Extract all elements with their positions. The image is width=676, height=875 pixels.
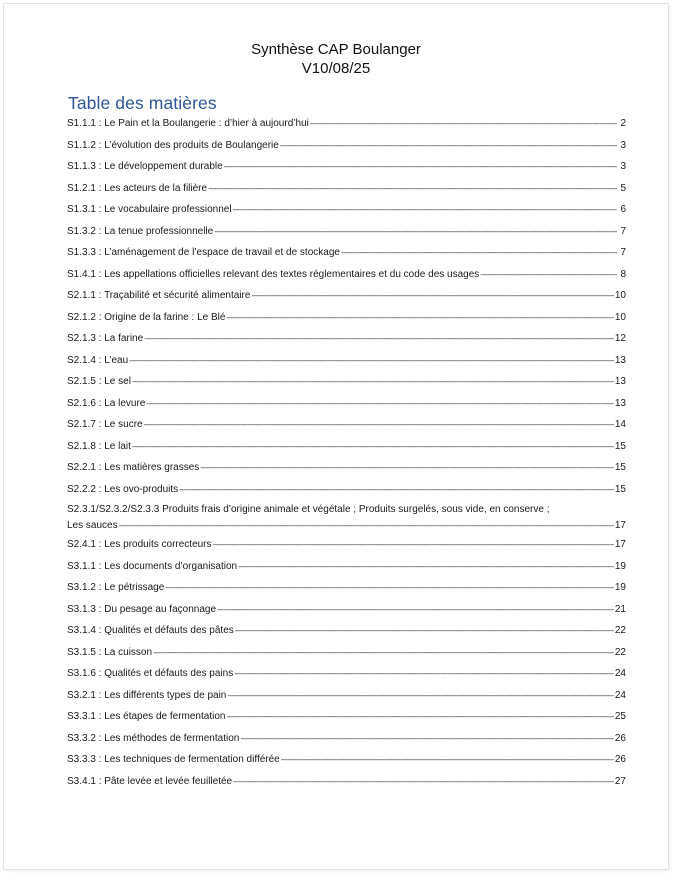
- toc-entry-page: 6: [620, 204, 626, 215]
- toc-entry[interactable]: [67, 178, 626, 200]
- toc-entry-label: S2.1.5 : Le sel: [67, 376, 131, 387]
- toc-entry-page: 12: [614, 333, 626, 344]
- toc-entry-page: 25: [614, 711, 626, 722]
- toc-entry-page: 5: [620, 182, 626, 194]
- toc-leader-dots: [226, 706, 613, 728]
- toc-entry[interactable]: [67, 113, 626, 135]
- toc-leader-dots: [179, 479, 614, 501]
- toc-entry-label: S3.1.3 : Du pesage au façonnage: [67, 603, 217, 615]
- toc-entry-page: 13: [614, 354, 626, 366]
- toc-entry[interactable]: [67, 620, 626, 642]
- toc-entry-label: S2.2.1 : Les matières grasses: [67, 462, 200, 473]
- document-version: V10/08/25: [301, 60, 371, 77]
- toc-entry-label: S1.4.1 : Les appellations officielles relevant des textes réglementaires et du code des usages: [67, 268, 480, 280]
- toc-entry[interactable]: [67, 599, 626, 621]
- toc-entry-label: S3.1.4 : Qualités et défauts des pâtes: [67, 625, 234, 636]
- toc-entry-label: S1.3.3 : L’aménagement de l’espace de travail et de stockage: [67, 247, 340, 258]
- toc-leader-dots: [234, 663, 614, 685]
- toc-entry-label: S1.1.1 : Le Pain et la Boulangerie : d’hier à aujourd’hui: [67, 118, 309, 129]
- toc-entry-page: 8: [620, 268, 626, 280]
- toc-entry-page: 10: [614, 311, 626, 323]
- toc-entry-page: 3: [620, 139, 626, 151]
- toc-leader-dots: [233, 771, 614, 793]
- toc-leader-dots: [132, 436, 614, 458]
- toc-leader-dots: [217, 599, 614, 621]
- toc-entry-page: 24: [614, 689, 626, 701]
- toc-entry-label: S3.2.1 : Les différents types de pain: [67, 689, 227, 701]
- toc-entry-label: S3.3.2 : Les méthodes de fermentation: [67, 732, 240, 744]
- toc-entry-page: 15: [614, 462, 626, 473]
- document-title-line-1: Synthèse CAP Boulanger: [251, 41, 421, 58]
- toc-entry-label: S1.3.2 : La tenue professionnelle: [67, 225, 214, 237]
- toc-entry-page: 26: [614, 754, 626, 765]
- toc-leader-dots: [238, 556, 614, 578]
- toc-entry[interactable]: [67, 500, 626, 534]
- toc-leader-dots: [165, 577, 614, 599]
- toc-entry[interactable]: [67, 577, 626, 599]
- toc-leader-dots: [281, 749, 614, 771]
- toc-entry[interactable]: [67, 242, 626, 264]
- toc-entry-page: 19: [614, 582, 626, 593]
- toc-leader-dots: [213, 534, 614, 556]
- toc-entry[interactable]: [67, 642, 626, 664]
- toc-entry-label: S3.1.2 : Le pétrissage: [67, 582, 165, 593]
- toc-entry-page: 14: [614, 419, 626, 430]
- toc-entry[interactable]: [67, 199, 626, 221]
- toc-leader-dots: [226, 307, 613, 329]
- toc-entry-page: 7: [620, 225, 626, 237]
- toc-heading: Table des matières: [68, 93, 217, 113]
- toc-entry-label: S1.2.1 : Les acteurs de la filière: [67, 182, 208, 194]
- toc-entry-label: S3.1.6 : Qualités et défauts des pains: [67, 668, 234, 679]
- toc-entry-label: S2.1.7 : Le sucre: [67, 419, 143, 430]
- toc-entry-page: 7: [620, 247, 626, 258]
- toc-leader-dots: [233, 199, 617, 221]
- toc-entry-label: S2.3.1/S2.3.2/S2.3.3 Produits frais d’origine animale et végétale ; Produits surgelés, sous vide, en conserve ;: [67, 504, 550, 515]
- toc-leader-dots: [280, 135, 617, 157]
- toc-entry-page: 26: [614, 732, 626, 744]
- toc-entry-label: S3.3.3 : Les techniques de fermentation différée: [67, 754, 280, 765]
- toc-entry[interactable]: [67, 728, 626, 750]
- toc-leader-dots: [129, 350, 614, 372]
- toc-entry-label: S3.3.1 : Les étapes de fermentation: [67, 711, 226, 722]
- toc-leader-dots: [251, 285, 613, 307]
- toc-entry-label: S2.1.2 : Origine de la farine : Le Blé: [67, 311, 226, 323]
- toc-entry[interactable]: [67, 264, 626, 286]
- toc-entry-page: 24: [614, 668, 626, 679]
- toc-entry-label: S2.2.2 : Les ovo-produits: [67, 483, 179, 495]
- toc-entry[interactable]: [67, 135, 626, 157]
- toc-entry-page: 10: [614, 290, 626, 301]
- toc-entry-page: 22: [614, 625, 626, 636]
- toc-entry[interactable]: [67, 457, 626, 479]
- toc-entry-label: S2.1.3 : La farine: [67, 333, 144, 344]
- toc-entry-label: S1.1.3 : Le développement durable: [67, 161, 223, 172]
- toc-entry[interactable]: [67, 706, 626, 728]
- toc-entry[interactable]: [67, 685, 626, 707]
- toc-leader-dots: [200, 457, 614, 479]
- toc-entry[interactable]: [67, 221, 626, 243]
- toc-leader-dots: [208, 178, 617, 200]
- toc-leader-dots: [119, 518, 614, 534]
- toc-entry[interactable]: [67, 436, 626, 458]
- toc-leader-dots: [224, 156, 617, 178]
- toc-leader-dots: [132, 371, 614, 393]
- toc-entry[interactable]: [67, 749, 626, 771]
- toc-entry[interactable]: [67, 156, 626, 178]
- toc-entry-label: S2.1.4 : L’eau: [67, 354, 129, 366]
- toc-entry-page: 15: [614, 483, 626, 495]
- toc-entry-page: 27: [614, 775, 626, 787]
- toc-entry-label: S2.1.1 : Traçabilité et sécurité alimentaire: [67, 290, 251, 301]
- toc-leader-dots: [235, 620, 614, 642]
- toc-leader-dots: [153, 642, 614, 664]
- toc-entry-page: 17: [614, 539, 626, 550]
- toc-leader-dots: [240, 728, 614, 750]
- toc-entry[interactable]: [67, 285, 626, 307]
- toc-entry-page: 2: [620, 118, 626, 129]
- toc-entry-page: 13: [614, 376, 626, 387]
- toc-leader-dots: [227, 685, 614, 707]
- toc-entry-page: 17: [614, 520, 626, 531]
- toc-entry-label: S2.1.8 : Le lait: [67, 440, 131, 452]
- toc-leader-dots: [310, 113, 617, 135]
- toc-entry-label: S3.1.1 : Les documents d’organisation: [67, 560, 238, 572]
- toc-entry[interactable]: [67, 350, 626, 372]
- toc-leader-dots: [214, 221, 617, 243]
- toc-leader-dots: [144, 414, 614, 436]
- toc-entry-label: S1.3.1 : Le vocabulaire professionnel: [67, 204, 232, 215]
- toc-entry[interactable]: [67, 771, 626, 793]
- toc-leader-dots: [480, 264, 617, 286]
- toc-entry[interactable]: [67, 328, 626, 350]
- toc-entry[interactable]: [67, 307, 626, 329]
- toc-entry-label: S3.1.5 : La cuisson: [67, 646, 153, 658]
- toc-entry[interactable]: [67, 663, 626, 685]
- toc-leader-dots: [341, 242, 617, 264]
- toc-entry[interactable]: [67, 479, 626, 501]
- toc-entry-label: S2.1.6 : La levure: [67, 397, 146, 409]
- toc-entry-label: S2.4.1 : Les produits correcteurs: [67, 539, 212, 550]
- toc-entry[interactable]: [67, 414, 626, 436]
- document-page: [4, 4, 668, 869]
- toc-entry-page: 22: [614, 646, 626, 658]
- toc-entry[interactable]: [67, 393, 626, 415]
- toc-entry-page: 15: [614, 440, 626, 452]
- toc-entry-label: S1.1.2 : L’évolution des produits de Boulangerie: [67, 139, 279, 151]
- document-title: [4, 40, 668, 78]
- toc-entry-page: 3: [620, 161, 626, 172]
- toc-leader-dots: [144, 328, 614, 350]
- toc-entry[interactable]: [67, 371, 626, 393]
- toc-entry-page: 13: [614, 397, 626, 409]
- table-of-contents: [67, 113, 626, 792]
- toc-leader-dots: [146, 393, 613, 415]
- toc-entry-page: 21: [614, 603, 626, 615]
- toc-entry[interactable]: [67, 556, 626, 578]
- toc-entry-page: 19: [614, 560, 626, 572]
- toc-entry-label-continued: Les sauces: [67, 520, 118, 531]
- toc-entry[interactable]: [67, 534, 626, 556]
- toc-entry-label: S3.4.1 : Pâte levée et levée feuilletée: [67, 775, 233, 787]
